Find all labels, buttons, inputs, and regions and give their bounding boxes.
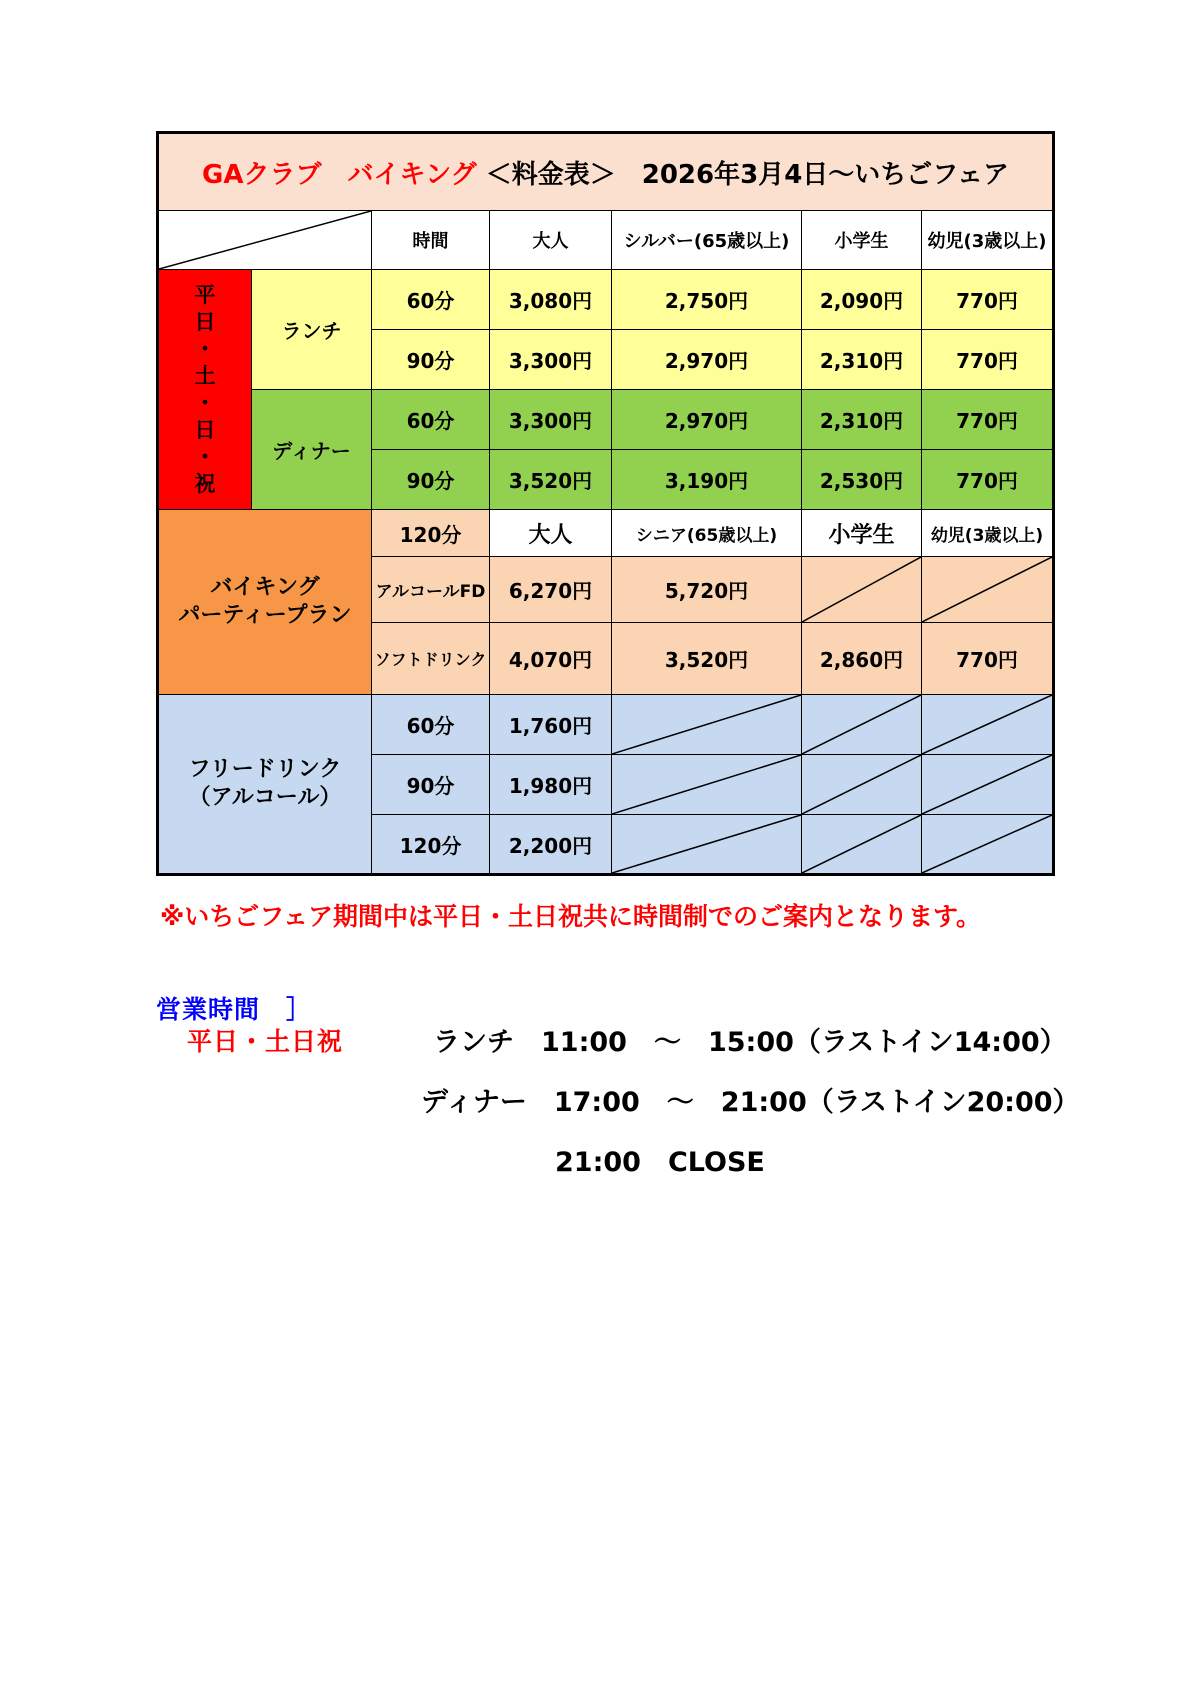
dinner-60-elementary: 2,310円	[802, 390, 922, 450]
free-drink-120-infant-na	[922, 815, 1054, 875]
fair-notice: ※いちごフェア期間中は平日・土日祝共に時間制でのご案内となります。	[160, 902, 982, 931]
header-time: 時間	[372, 211, 490, 270]
business-days-label: 平日・土日祝	[187, 1027, 344, 1056]
lunch-label: ランチ	[252, 270, 372, 390]
free-drink-60-adult: 1,760円	[490, 695, 612, 755]
free-drink-120-silver-na	[612, 815, 802, 875]
party-alcohol-adult: 6,270円	[490, 557, 612, 623]
party-soft-elementary: 2,860円	[802, 623, 922, 695]
free-drink-60-elementary-na	[802, 695, 922, 755]
party-alcohol-label: アルコールFD	[372, 557, 490, 623]
lunch-90-elementary: 2,310円	[802, 330, 922, 390]
free-drink-60-time: 60分	[372, 695, 490, 755]
lunch-90-infant: 770円	[922, 330, 1054, 390]
dinner-60-silver: 2,970円	[612, 390, 802, 450]
free-drink-120-time: 120分	[372, 815, 490, 875]
party-header-elementary: 小学生	[802, 510, 922, 557]
dinner-90-silver: 3,190円	[612, 450, 802, 510]
lunch-90-silver: 2,970円	[612, 330, 802, 390]
party-alcohol-infant-na	[922, 557, 1054, 623]
dinner-hours: ディナー 17:00 ～ 21:00（ラストイン20:00）	[421, 1087, 1080, 1118]
free-drink-90-adult: 1,980円	[490, 755, 612, 815]
party-soft-infant: 770円	[922, 623, 1054, 695]
title-red: GAクラブ バイキング	[202, 159, 477, 190]
party-header-adult: 大人	[490, 510, 612, 557]
party-alcohol-elementary-na	[802, 557, 922, 623]
party-label	[158, 510, 372, 695]
party-time: 120分	[372, 510, 490, 557]
free-drink-90-silver-na	[612, 755, 802, 815]
header-adult: 大人	[490, 211, 612, 270]
party-label-line1: バイキング	[210, 575, 320, 600]
party-label-line2: パーティープラン	[178, 603, 352, 628]
party-soft-label: ソフトドリンク	[372, 623, 490, 695]
party-header-infant: 幼児(3歳以上)	[922, 510, 1054, 557]
days-label: 平 日 ・ 土 ・ 日 ・ 祝	[158, 270, 252, 510]
lunch-60-silver: 2,750円	[612, 270, 802, 330]
party-soft-senior: 3,520円	[612, 623, 802, 695]
free-drink-label-line1: フリードリンク	[188, 757, 342, 782]
lunch-60-infant: 770円	[922, 270, 1054, 330]
business-hours-label: 営業時間 ］	[156, 995, 313, 1024]
dinner-90-elementary: 2,530円	[802, 450, 922, 510]
header-elementary: 小学生	[802, 211, 922, 270]
party-soft-adult: 4,070円	[490, 623, 612, 695]
lunch-90-time: 90分	[372, 330, 490, 390]
header-silver: シルバー(65歳以上)	[612, 211, 802, 270]
table-title	[158, 133, 1054, 211]
free-drink-120-elementary-na	[802, 815, 922, 875]
free-drink-120-adult: 2,200円	[490, 815, 612, 875]
header-blank	[158, 211, 372, 270]
lunch-90-adult: 3,300円	[490, 330, 612, 390]
free-drink-90-elementary-na	[802, 755, 922, 815]
dinner-label: ディナー	[252, 390, 372, 510]
lunch-60-elementary: 2,090円	[802, 270, 922, 330]
party-header-senior: シニア(65歳以上)	[612, 510, 802, 557]
close-time: 21:00 CLOSE	[555, 1147, 765, 1178]
lunch-60-time: 60分	[372, 270, 490, 330]
price-table	[156, 131, 1055, 876]
dinner-90-time: 90分	[372, 450, 490, 510]
free-drink-90-time: 90分	[372, 755, 490, 815]
free-drink-90-infant-na	[922, 755, 1054, 815]
free-drink-60-infant-na	[922, 695, 1054, 755]
dinner-90-infant: 770円	[922, 450, 1054, 510]
free-drink-label-line2: （アルコール）	[188, 785, 342, 810]
lunch-hours: ランチ 11:00 ～ 15:00（ラストイン14:00）	[433, 1027, 1067, 1058]
dinner-60-adult: 3,300円	[490, 390, 612, 450]
header-infant: 幼児(3歳以上)	[922, 211, 1054, 270]
title-black: ＜料金表＞ 2026年3月4日～いちごフェア	[485, 159, 1009, 190]
dinner-90-adult: 3,520円	[490, 450, 612, 510]
lunch-60-adult: 3,080円	[490, 270, 612, 330]
party-alcohol-senior: 5,720円	[612, 557, 802, 623]
dinner-60-infant: 770円	[922, 390, 1054, 450]
free-drink-label	[158, 695, 372, 875]
free-drink-60-silver-na	[612, 695, 802, 755]
dinner-60-time: 60分	[372, 390, 490, 450]
